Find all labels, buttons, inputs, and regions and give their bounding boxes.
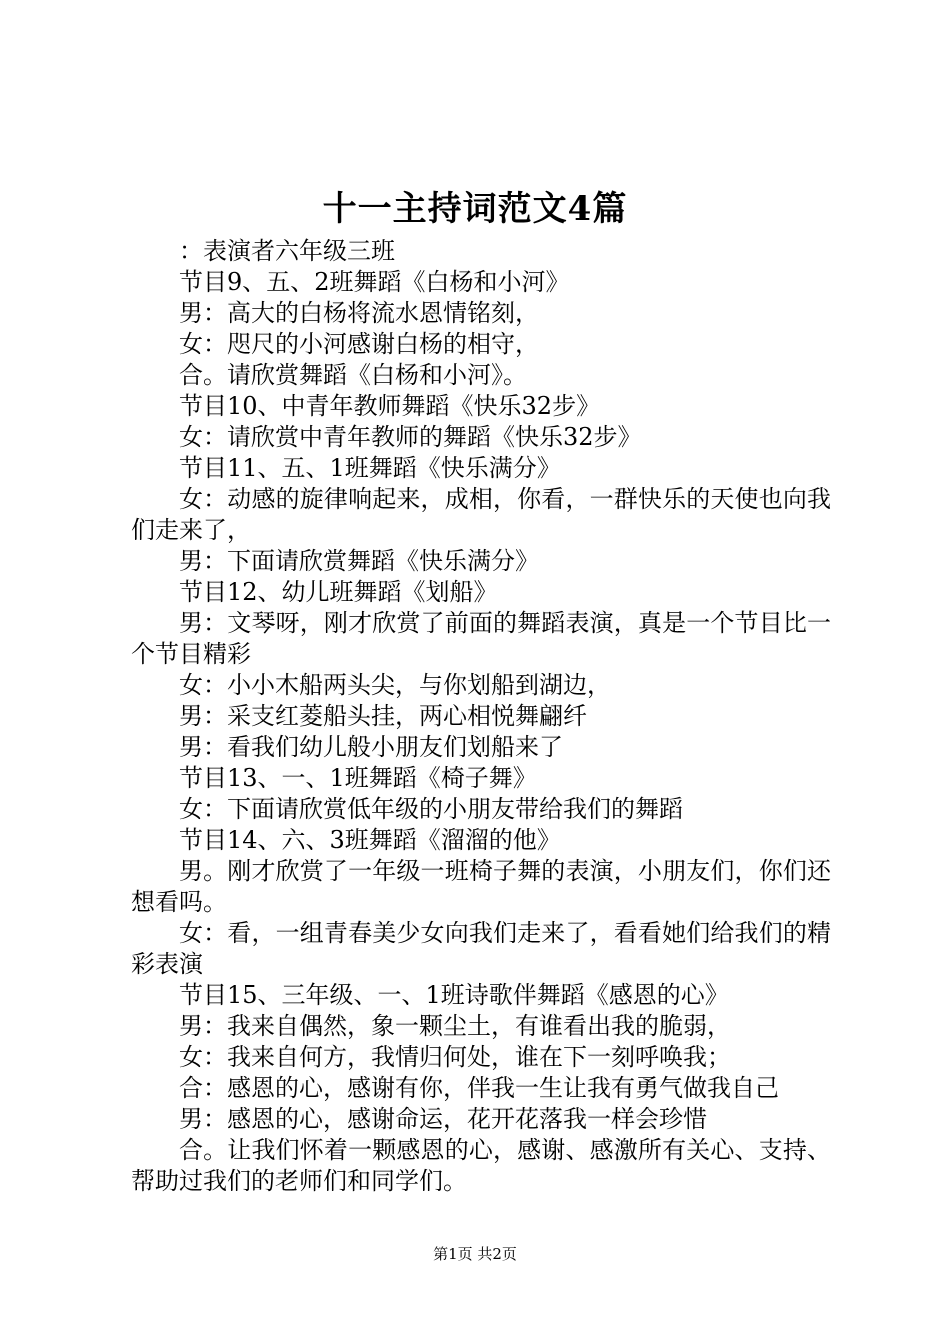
paragraph: 节目11、五、1班舞蹈《快乐满分》 (179, 454, 561, 482)
paragraph: 男：采支红菱船头挂，两心相悦舞翩纤 (179, 702, 587, 730)
paragraph: 女：小小木船两头尖，与你划船到湖边， (179, 671, 611, 699)
paragraph: 合。让我们怀着一颗感恩的心，感谢、感激所有关心、支持、帮助过我们的老师们和同学们。 (131, 1136, 831, 1195)
paragraph: 男：我来自偶然，象一颗尘土，有谁看出我的脆弱， (179, 1012, 731, 1040)
paragraph: 男：感恩的心，感谢命运，花开花落我一样会珍惜 (179, 1105, 707, 1133)
paragraph: ：表演者六年级三班 (179, 237, 395, 265)
paragraph: 节目13、一、1班舞蹈《椅子舞》 (179, 764, 537, 792)
paragraph: 节目12、幼儿班舞蹈《划船》 (179, 578, 498, 606)
page-footer: 第1页 共2页 (433, 1245, 517, 1263)
paragraph: 女：下面请欣赏低年级的小朋友带给我们的舞蹈 (179, 795, 683, 823)
paragraph: 合：感恩的心，感谢有你，伴我一生让我有勇气做我自己 (179, 1074, 779, 1102)
document-body (131, 236, 831, 1197)
paragraph: 女：看，一组青春美少女向我们走来了，看看她们给我们的精彩表演 (131, 919, 831, 978)
paragraph: 男。刚才欣赏了一年级一班椅子舞的表演，小朋友们，你们还想看吗。 (131, 857, 831, 916)
paragraph: 节目15、三年级、一、1班诗歌伴舞蹈《感恩的心》 (179, 981, 729, 1009)
paragraph: 男：文琴呀，刚才欣赏了前面的舞蹈表演，真是一个节目比一个节目精彩 (131, 609, 831, 668)
paragraph: 节目9、五、2班舞蹈《白杨和小河》 (179, 268, 570, 296)
document-title: 十一主持词范文4篇 (322, 189, 628, 229)
paragraph: 节目10、中青年教师舞蹈《快乐32步》 (179, 392, 601, 420)
paragraph: 女：咫尺的小河感谢白杨的相守， (179, 330, 539, 358)
paragraph: 女：请欣赏中青年教师的舞蹈《快乐32步》 (179, 423, 642, 451)
paragraph: 男：高大的白杨将流水恩情铭刻， (179, 299, 539, 327)
paragraph: 女：我来自何方，我情归何处，谁在下一刻呼唤我； (179, 1043, 731, 1071)
paragraph: 男：看我们幼儿般小朋友们划船来了 (179, 733, 563, 761)
paragraph: 节目14、六、3班舞蹈《溜溜的他》 (179, 826, 561, 854)
paragraph: 合。请欣赏舞蹈《白杨和小河》。 (179, 361, 527, 389)
paragraph: 女：动感的旋律响起来，成相，你看，一群快乐的天使也向我们走来了， (131, 485, 831, 544)
paragraph: 男：下面请欣赏舞蹈《快乐满分》 (179, 547, 539, 575)
